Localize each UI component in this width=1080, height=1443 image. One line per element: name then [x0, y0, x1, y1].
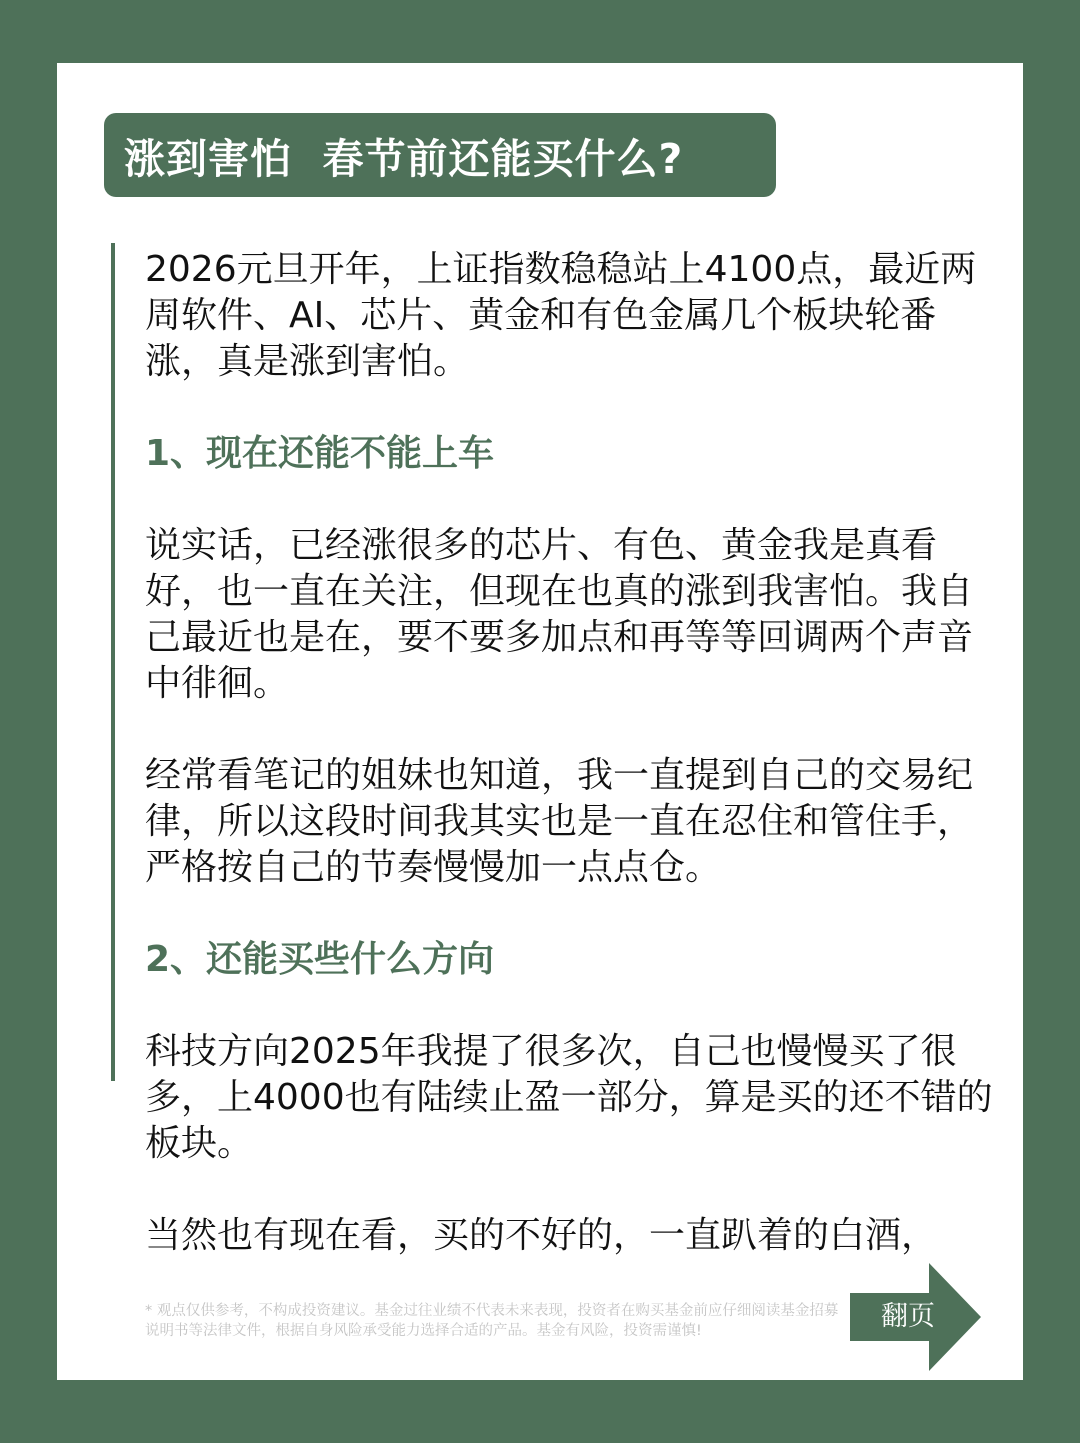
section-1-paragraph-2: 经常看笔记的姐妹也知道，我一直提到自己的交易纪律，所以这段时间我其实也是一直在忍住和管住手，严格按自己的节奏慢慢加一点点仓。: [145, 755, 974, 888]
section-2-paragraph-1: 科技方向2025年我提了很多次，自己也慢慢买了很多，上4000也有陆续止盈一部分，算是买的还不错的板块。: [145, 1031, 993, 1164]
section-2-paragraph-2: 当然也有现在看，买的不好的，一直趴着的白酒，: [145, 1215, 938, 1256]
accent-bar: [111, 243, 115, 1081]
intro-paragraph: 2026元旦开年，上证指数稳稳站上4100点，最近两周软件、AI、芯片、黄金和有色金属几个板块轮番涨，真是涨到害怕。: [145, 249, 977, 382]
disclaimer-text: * 观点仅供参考，不构成投资建议。基金过往业绩不代表未来表现，投资者在购买基金前应仔细阅读基金招募说明书等法律文件，根据自身风险承受能力选择合适的产品。基金有风险，投资需谨慎!: [145, 1303, 839, 1339]
next-page-button[interactable]: [850, 1263, 981, 1371]
page-title: 涨到害怕 春节前还能买什么?: [124, 134, 684, 183]
next-page-label: 翻页: [881, 1301, 935, 1332]
article-body: [145, 247, 995, 1259]
title-banner: [104, 113, 776, 197]
section-2-heading: 2、还能买些什么方向: [145, 939, 495, 980]
section-1-paragraph-1: 说实话，已经涨很多的芯片、有色、黄金我是真看好，也一直在关注，但现在也真的涨到我害怕。我自己最近也是在，要不要多加点和再等等回调两个声音中徘徊。: [145, 525, 974, 704]
content-card: [57, 63, 1023, 1380]
section-1-heading: 1、现在还能不能上车: [145, 433, 495, 474]
